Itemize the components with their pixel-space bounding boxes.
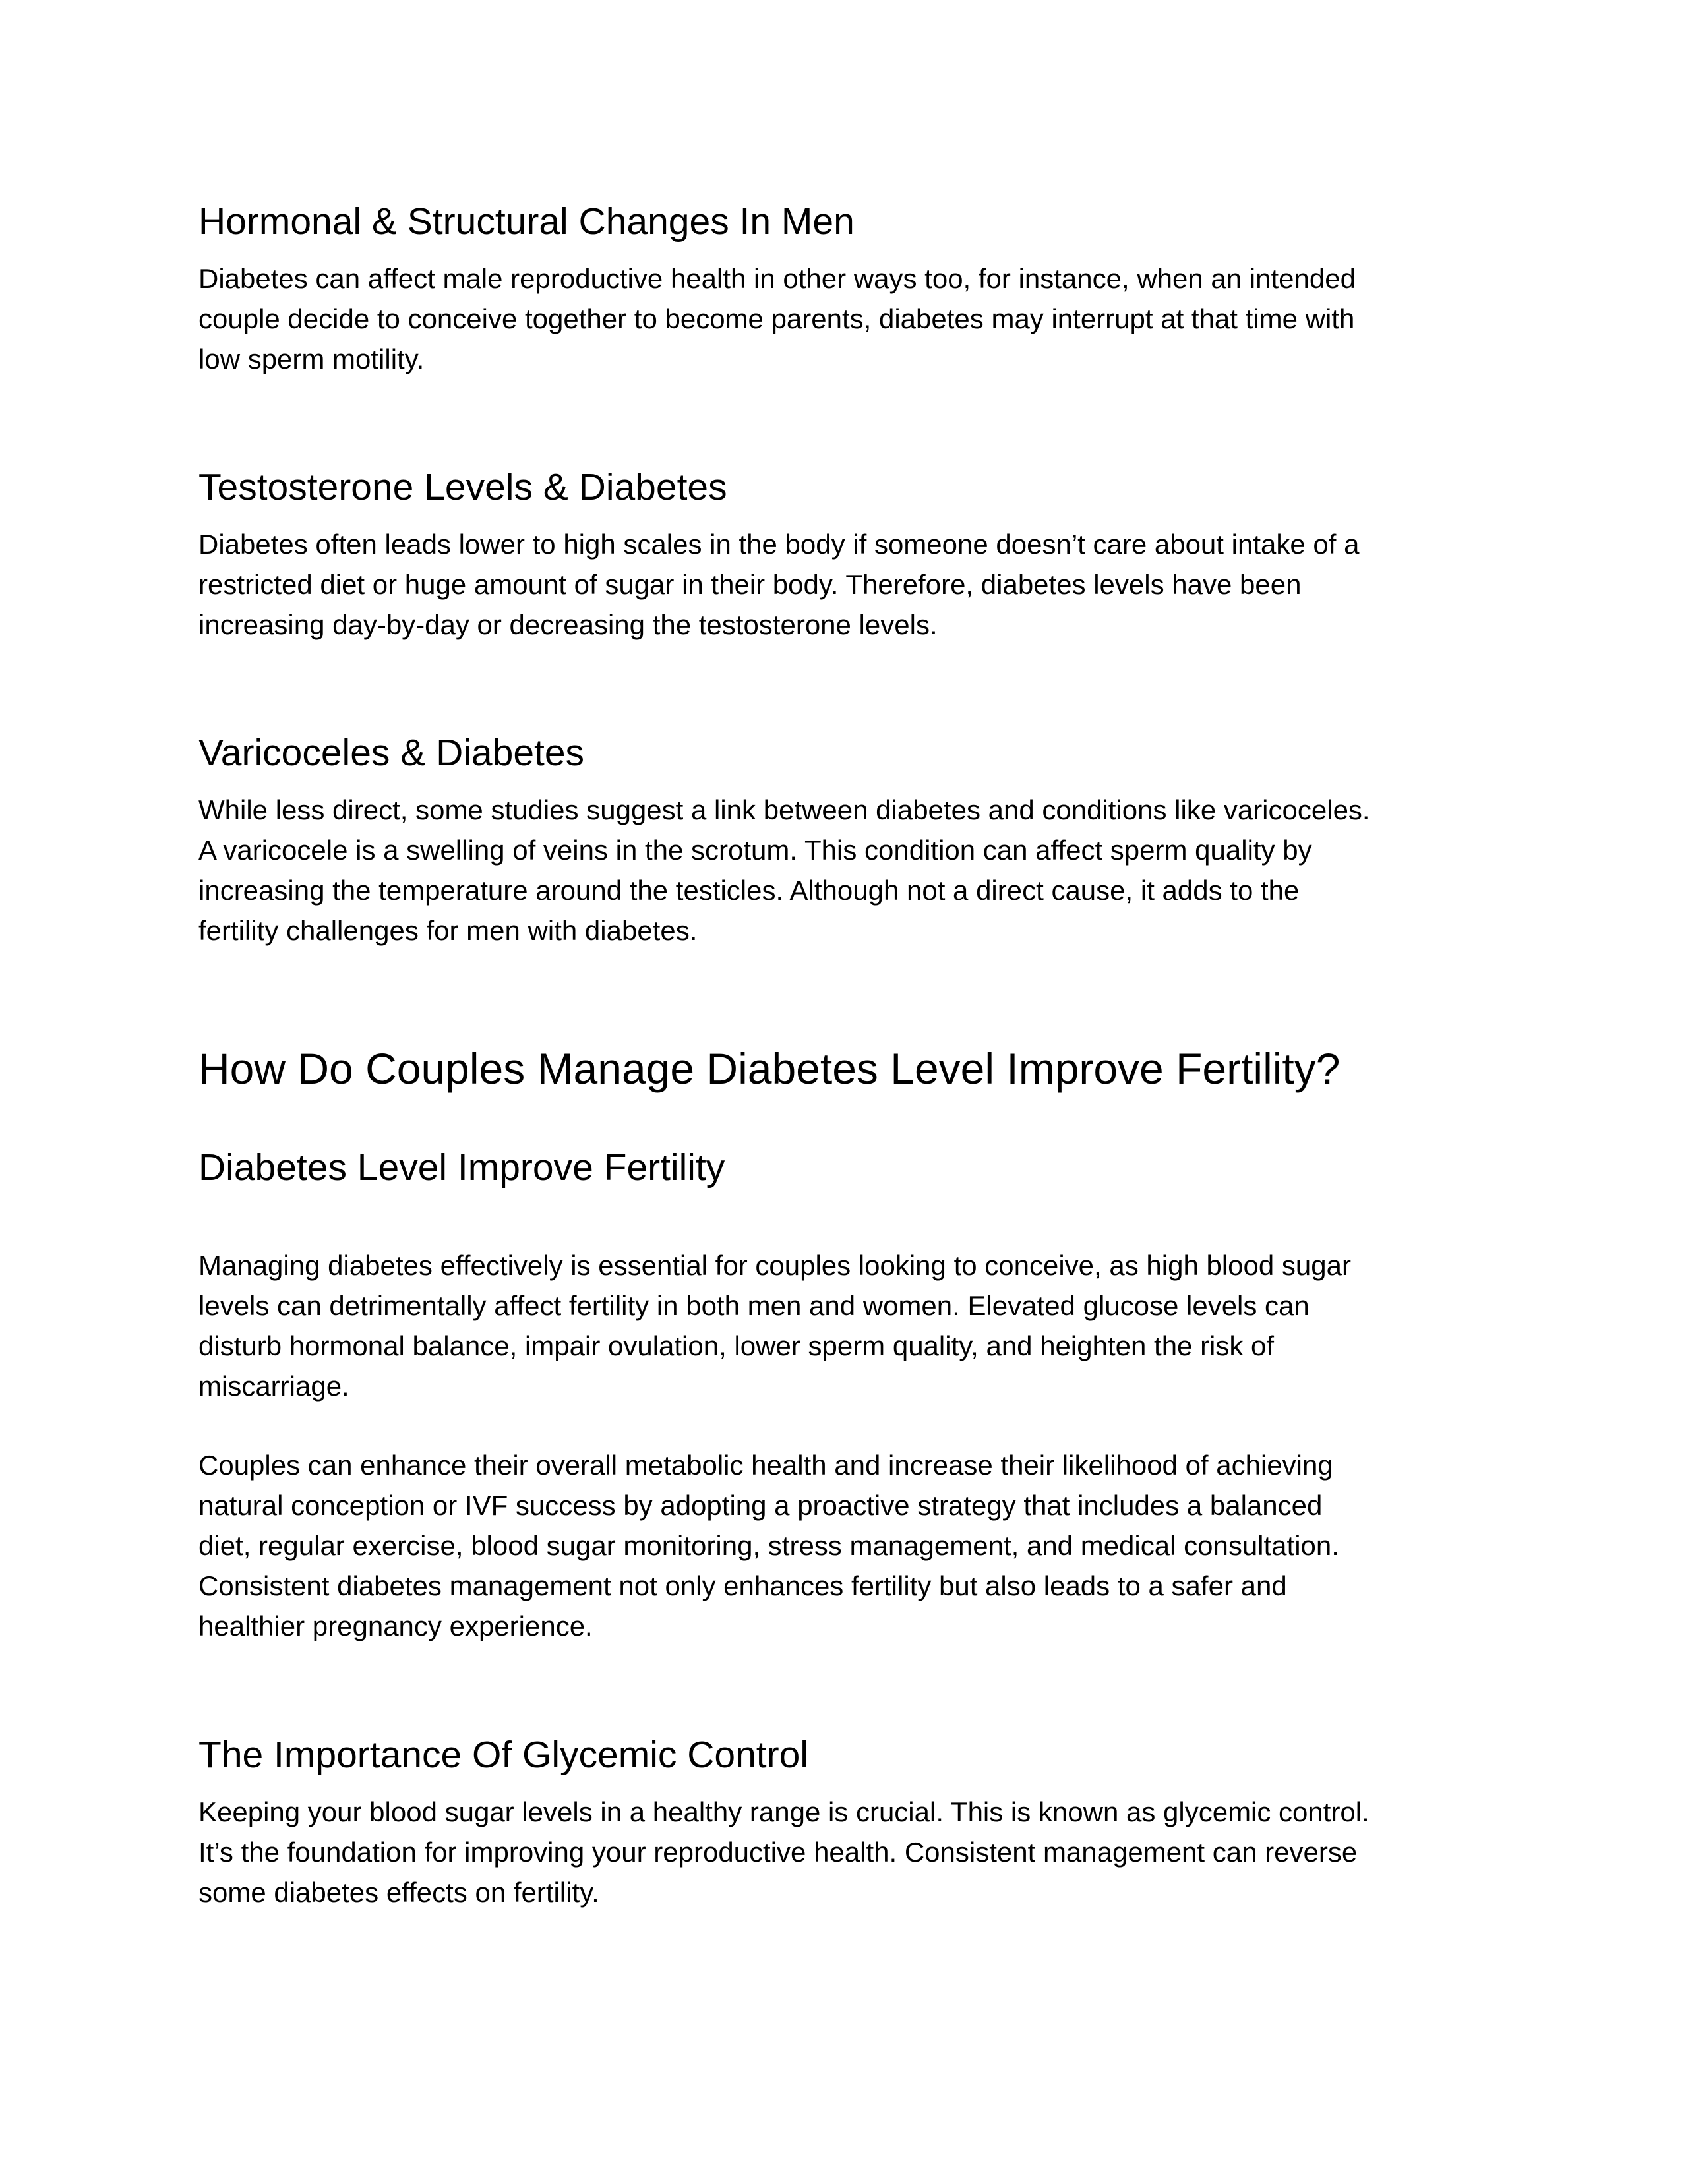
text-line: Diabetes can affect male reproductive health in other ways too, for instance, when an intended: [198, 263, 1356, 294]
heading-varicoceles: Varicoceles & Diabetes: [198, 732, 585, 774]
text-line: couple decide to conceive together to become parents, diabetes may interrupt at that time with: [198, 303, 1355, 334]
text-line: restricted diet or huge amount of sugar in their body. Therefore, diabetes levels have been: [198, 569, 1302, 600]
text-line: While less direct, some studies suggest a link between diabetes and conditions like varicoceles.: [198, 794, 1370, 825]
heading-hormonal-changes: Hormonal & Structural Changes In Men: [198, 200, 855, 243]
text-line: levels can detrimentally affect fertility in both men and women. Elevated glucose levels can: [198, 1290, 1310, 1321]
heading-testosterone: Testosterone Levels & Diabetes: [198, 466, 727, 508]
text-line: increasing the temperature around the testicles. Although not a direct cause, it adds to the: [198, 875, 1300, 906]
paragraph-hormonal-changes: [198, 258, 1517, 379]
paragraph-managing-diabetes: [198, 1245, 1517, 1406]
text-line: It’s the foundation for improving your reproductive health. Consistent management can reverse: [198, 1837, 1358, 1868]
text-line: some diabetes effects on fertility.: [198, 1877, 599, 1908]
text-line: miscarriage.: [198, 1371, 349, 1402]
paragraph-varicoceles: [198, 790, 1517, 951]
text-line: natural conception or IVF success by adopting a proactive strategy that includes a balanced: [198, 1490, 1323, 1521]
text-line: disturb hormonal balance, impair ovulation, lower sperm quality, and heighten the risk of: [198, 1330, 1275, 1361]
text-line: healthier pregnancy experience.: [198, 1610, 593, 1641]
heading-improve-fertility: Diabetes Level Improve Fertility: [198, 1146, 725, 1189]
text-line: fertility challenges for men with diabetes.: [198, 915, 698, 946]
text-line: Consistent diabetes management not only enhances fertility but also leads to a safer and: [198, 1570, 1287, 1601]
paragraph-couples-enhance: [198, 1445, 1517, 1646]
text-line: Keeping your blood sugar levels in a healthy range is crucial. This is known as glycemic control.: [198, 1796, 1370, 1827]
text-line: Diabetes often leads lower to high scales in the body if someone doesn’t care about intake of a: [198, 529, 1360, 560]
paragraph-glycemic-control: [198, 1792, 1517, 1912]
text-line: Couples can enhance their overall metabolic health and increase their likelihood of achieving: [198, 1450, 1333, 1481]
heading-glycemic-control: The Importance Of Glycemic Control: [198, 1734, 808, 1776]
text-line: diet, regular exercise, blood sugar monitoring, stress management, and medical consultation.: [198, 1530, 1339, 1561]
paragraph-testosterone: [198, 524, 1517, 645]
section-title-manage-diabetes: How Do Couples Manage Diabetes Level Improve Fertility?: [198, 1044, 1341, 1093]
text-line: increasing day-by-day or decreasing the testosterone levels.: [198, 609, 938, 640]
text-line: Managing diabetes effectively is essential for couples looking to conceive, as high blood sugar: [198, 1250, 1351, 1281]
text-line: low sperm motility.: [198, 343, 425, 374]
text-line: A varicocele is a swelling of veins in the scrotum. This condition can affect sperm quality by: [198, 835, 1312, 866]
